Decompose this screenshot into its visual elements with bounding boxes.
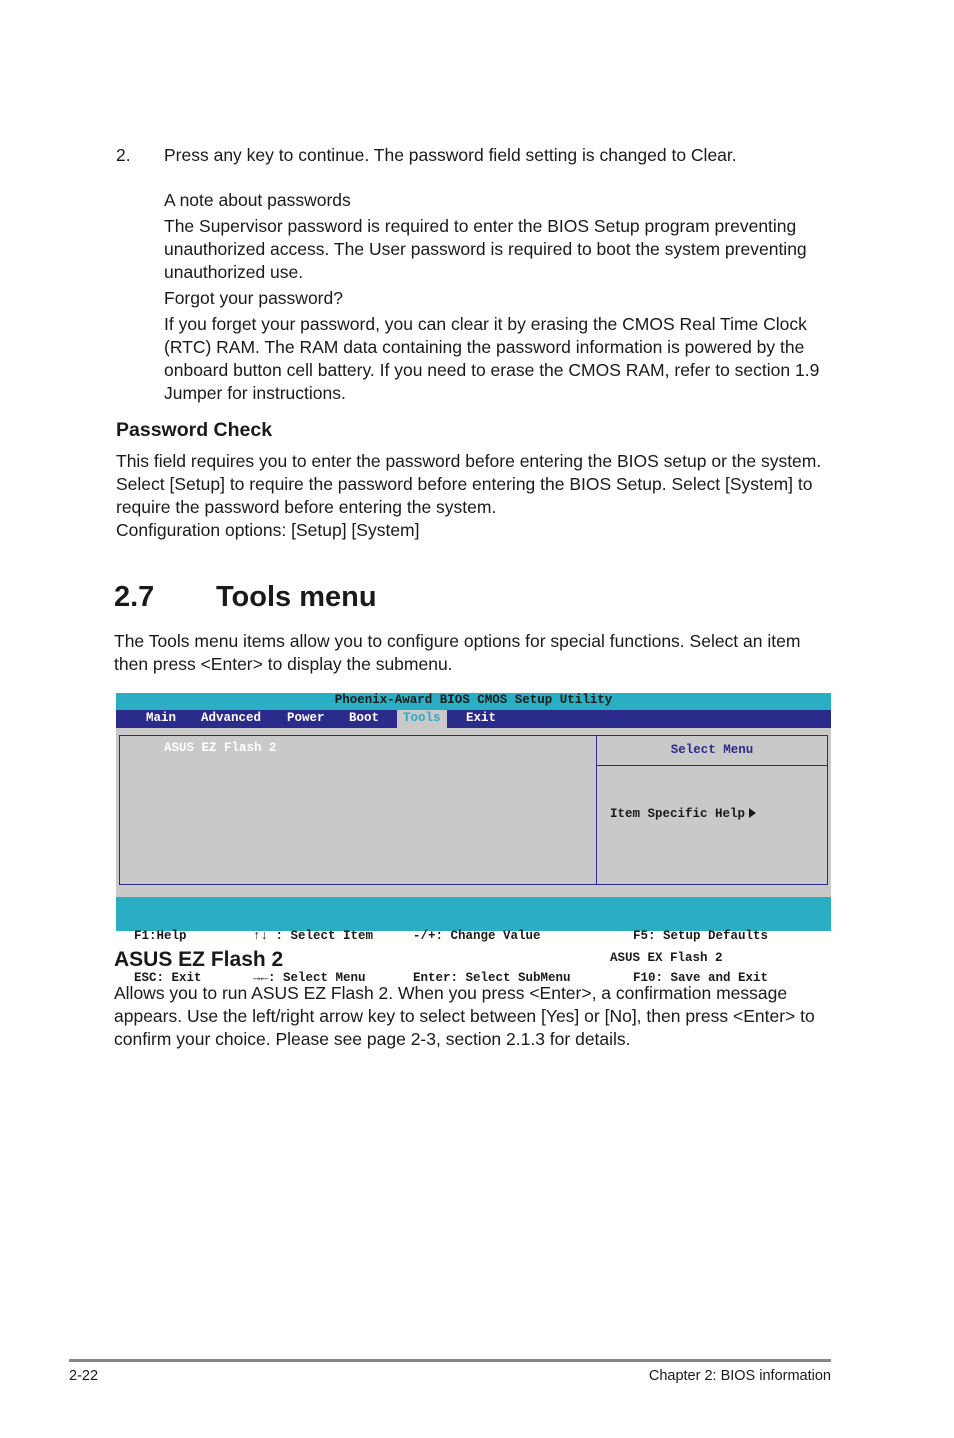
bios-menu-tools[interactable]: Tools (397, 710, 447, 728)
bios-screen (116, 693, 831, 985)
legend-select-item: ↑↓ : Select Item (253, 929, 374, 943)
bios-item-ez-flash[interactable]: ASUS EZ Flash 2 (164, 741, 277, 755)
legend-select-menu: →←: Select Menu (253, 971, 366, 985)
section-title (114, 581, 377, 614)
ez-flash-heading: ASUS EZ Flash 2 (114, 948, 284, 971)
chapter-label: Chapter 2: BIOS information (648, 1368, 831, 1384)
footer-divider (69, 1359, 831, 1362)
bios-menu-main[interactable]: Main (146, 711, 177, 725)
note-title-passwords: A note about passwords (164, 190, 351, 210)
password-check-description: This field requires you to enter the password before entering the BIOS setup or the system. Select [Setup] to require the password before entering the BIOS Setup. Select [System] to require the password before entering the system. (116, 451, 822, 517)
section-title-text: Tools menu (216, 581, 377, 613)
bios-menu-exit[interactable]: Exit (466, 711, 497, 725)
bios-help-line-3: ASUS EX Flash 2 (610, 951, 723, 965)
section-intro: The Tools menu items allow you to configure options for special functions. Select an item then press <Enter> to display the submenu. (114, 631, 801, 674)
bios-menu-power[interactable]: Power (287, 711, 325, 725)
bios-items-panel (120, 736, 597, 884)
note-text-passwords: The Supervisor password is required to enter the BIOS Setup program preventing unauthorized access. The User password is required to boot the system preventing unauthorized use. (164, 216, 807, 282)
legend-setup-defaults: F5: Setup Defaults (633, 929, 769, 943)
legend-help: F1:Help (134, 929, 187, 943)
bios-menu-advanced[interactable]: Advanced (201, 711, 262, 725)
bios-help-title: Select Menu (597, 736, 827, 766)
bios-title-bar: Phoenix-Award BIOS CMOS Setup Utility (116, 693, 831, 710)
bios-menu-boot[interactable]: Boot (349, 711, 380, 725)
legend-select-submenu: Enter: Select SubMenu (413, 971, 571, 985)
ez-flash-description: Allows you to run ASUS EZ Flash 2. When you press <Enter>, a confirmation message appears. Use the left/right arrow key to select between [Yes] or [No], then press <Enter> to confirm your choice. Please see page 2-3, section 2.1.3 for details. (114, 983, 815, 1049)
page-number: 2-22 (69, 1368, 99, 1384)
step-number: 2. (116, 145, 131, 165)
bios-menu-bar (116, 710, 831, 728)
legend-change-value: -/+: Change Value (413, 929, 541, 943)
password-check-options: Configuration options: [Setup] [System] (116, 520, 420, 540)
bios-help-line-1: Item Specific Help (610, 807, 746, 821)
triangle-right-icon (749, 808, 756, 818)
step-text: Press any key to continue. The password field setting is changed to Clear. (164, 145, 737, 165)
password-check-heading: Password Check (116, 419, 273, 441)
legend-save-exit: F10: Save and Exit (633, 971, 769, 985)
note-title-forgot: Forgot your password? (164, 288, 343, 308)
password-check-body (116, 450, 836, 542)
legend-exit: ESC: Exit (134, 971, 202, 985)
note-text-forgot: If you forget your password, you can clear it by erasing the CMOS Real Time Clock (RTC) RAM. The RAM data containing the password information is powered by the onboard button cell battery. If you need to erase the CMOS RAM, refer to section 1.9 Jumper for instructions. (164, 314, 820, 403)
section-number: 2.7 (114, 581, 155, 613)
password-note (164, 189, 834, 408)
